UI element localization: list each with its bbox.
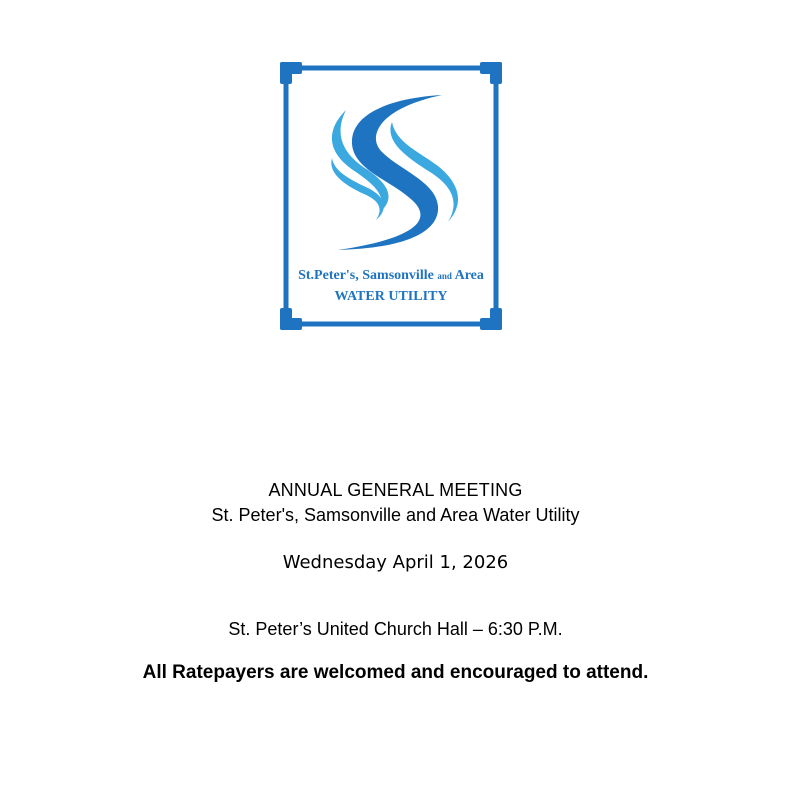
logo-corner bbox=[490, 62, 502, 84]
logo-s-wave bbox=[338, 95, 442, 250]
logo-text-line2: WATER UTILITY bbox=[334, 289, 448, 304]
organization-name: St. Peter's, Samsonville and Area Water Utility bbox=[211, 505, 580, 525]
meeting-title: ANNUAL GENERAL MEETING bbox=[268, 480, 523, 500]
logo-corner bbox=[280, 308, 292, 330]
logo-graphic bbox=[280, 62, 502, 330]
meeting-date: Wednesday April 1, 2026 bbox=[282, 552, 509, 573]
water-utility-logo bbox=[280, 62, 502, 330]
logo-corner bbox=[280, 62, 292, 84]
meeting-location-time: St. Peter’s United Church Hall – 6:30 P.M. bbox=[228, 619, 563, 639]
ratepayer-invitation: All Ratepayers are welcomed and encouraged to attend. bbox=[142, 662, 649, 683]
logo-text-line1: St.Peter's, Samsonville and Area bbox=[298, 268, 484, 283]
logo-corner bbox=[490, 308, 502, 330]
